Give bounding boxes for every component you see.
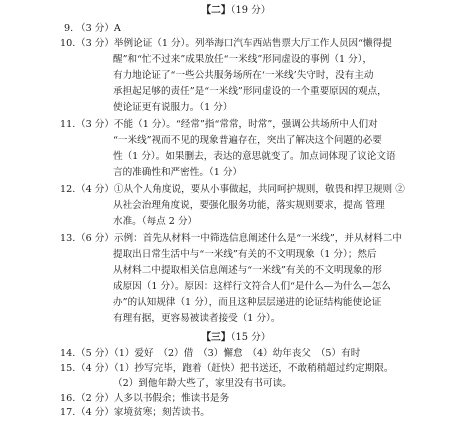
question-number: 14. [60,348,76,359]
section-3-bracket: 【三】 [201,332,231,343]
answer-line: （5 分）（1）爱好 （2）借 （3）懈怠 （4）幼年丧父 （5）有时 [76,348,361,359]
answer-line: （4 分）家境贫寒；刻苦读书。 [76,407,210,418]
question-number: 12. [60,184,76,195]
section-3-score: （15 分） [230,332,271,343]
answer-line: 办”的认知规律（1 分），而且这种层层递进的论证结构能使论证 [113,297,382,308]
answer-line: （2 分）人多以书假余；惟读书是务 [76,393,230,404]
question-number: 17. [60,407,76,418]
answer-line: （3 分）不能（1 分）。“经常”指“常常，时常”，强调公共场所中人们对 [76,119,378,130]
answer-line: “一米线”视而不见的现象普遍存在，突出了解决这个问题的必要 [113,135,382,146]
question-number: 16. [60,393,76,404]
question-number: 10. [60,38,76,49]
answer-line: （3 分）A [76,23,121,34]
answer-line: （4 分）（1）抄写完毕，跑着（赶快）把书送还，不敢稍稍超过约定期限。 [76,363,394,374]
answer-line: 从社会治理角度说，要强化服务功能，落实规则要求，提高 管理 [113,200,385,211]
section-2-heading [0,3,472,19]
question-number: 15. [60,363,76,374]
answer-line: 提取出日常生活中与“一米线”有关的不文明现象（1 分）；然后 [113,249,377,260]
question-number: 9. [64,23,74,34]
answer-line: 使论证更有说服力。（1 分） [113,102,233,113]
answer-line: 言的准确性和严密性。（1 分） [113,167,243,178]
answer-line: （4 分）①从个人角度说，要从小事做起，共同呵护规则，敬畏和捍卫规则 ② [76,184,405,195]
answer-line: 成原因（1 分）。原因：这样行文符合人们“是什么—为什么—怎么 [113,281,391,292]
section-2-score: （19 分） [230,5,271,16]
answer-line: 有理有据，更容易被读者接受（1 分）。 [113,313,281,324]
answer-line: 承担起足够的责任”是“一米线”形同虚设的一个重要原因的观点， [113,86,387,97]
section-3-heading [0,330,472,346]
question-number: 13. [60,233,76,244]
answer-line: 有力地论证了“一些公共服务场所在‘一米线’失守时，没有主动 [113,70,374,81]
answer-line: 性（1 分）。如果删去，表达的意思就变了。加点词体现了议论文语 [113,151,396,162]
question-number: 11. [60,119,76,130]
answer-line: （3 分）举例论证（1 分）。列举海口汽车西站售票大厅工作人员因“懒得提 [76,38,392,49]
answer-line: 从材料二中提取相关信息阐述与“一米线”有关的不文明现象的形 [113,265,382,276]
answer-line: （2）到他年龄大些了，家里没有书可读。 [113,378,292,389]
answer-line: 水准。（每点 2 分） [113,216,198,227]
answer-line: （6 分）示例：首先从材料一中筛选信息阐述什么是“一米线”，并从材料二中 [76,233,402,244]
section-2-bracket: 【二】 [201,5,231,16]
answer-line: 醒”和“忙不过来”成果放任“一米线”形同虚设的事例（1 分）， [113,54,373,65]
